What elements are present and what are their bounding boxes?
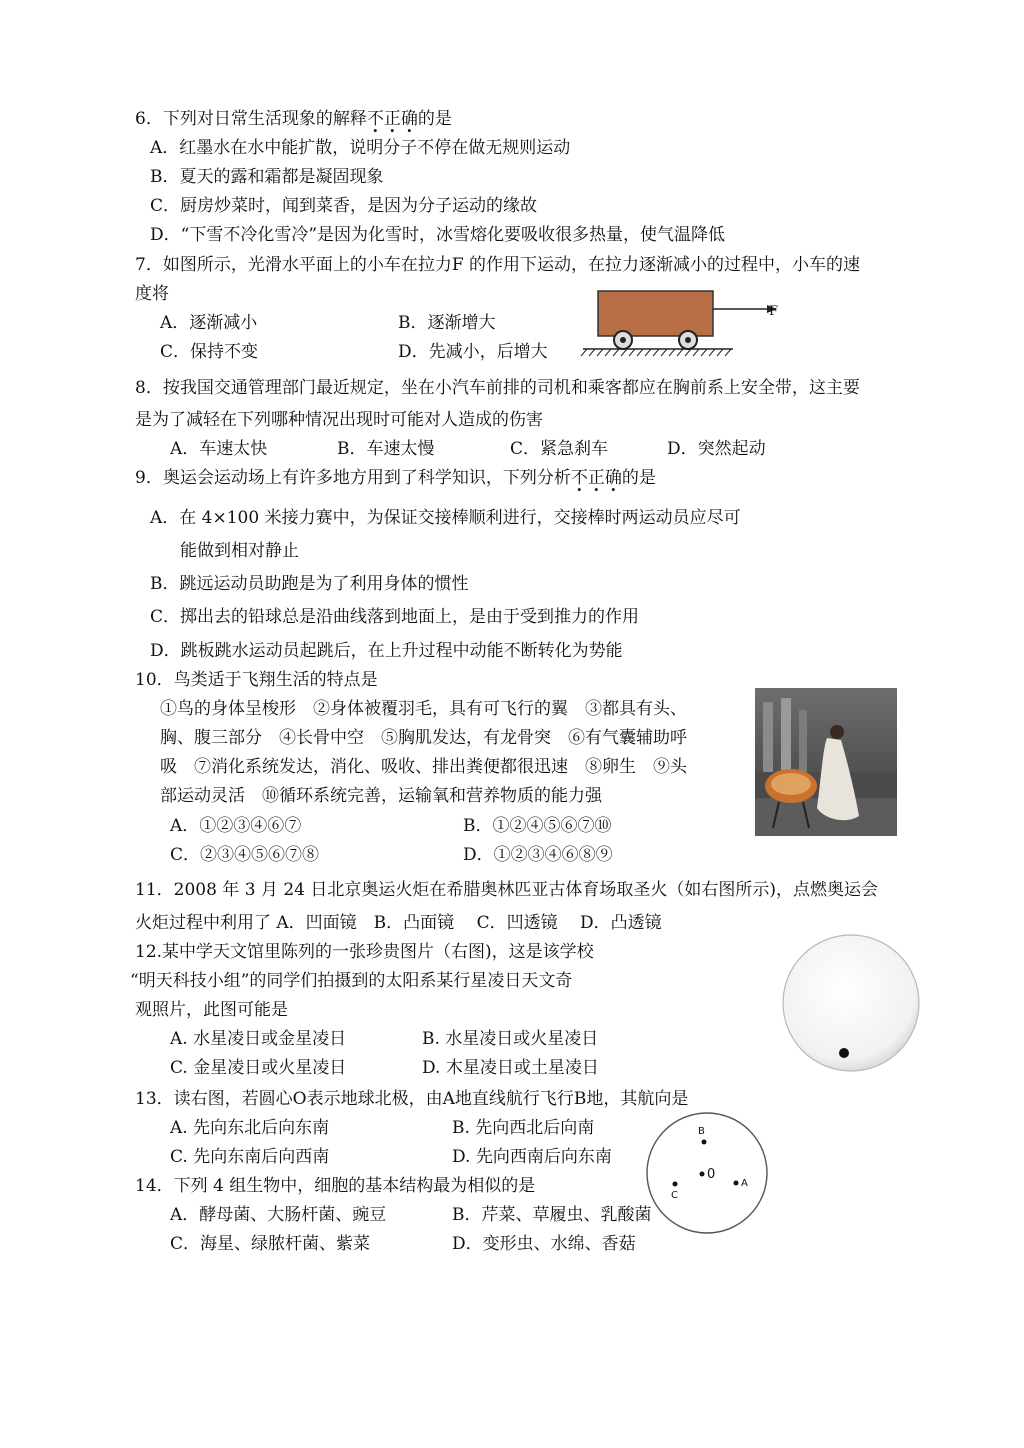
q13-option-d: D. 先向西南后向东南	[452, 1147, 612, 1167]
point-a	[734, 1181, 739, 1186]
q13-stem: 13．读右图，若圆心O表示地球北极，由A地直线航行飞行B地，其航向是	[135, 1089, 689, 1109]
q8-option-d: D．突然起动	[667, 439, 766, 459]
q8-stem-line2: 是为了减轻在下列哪种情况出现时可能对人造成的伤害	[135, 410, 543, 430]
q6-option-b: B．夏天的露和霜都是凝固现象	[150, 167, 384, 187]
q7-stem-line2: 度将	[135, 284, 169, 304]
q12-option-c: C. 金星凌日或火星凌日	[170, 1058, 347, 1078]
q14-option-b: B．芹菜、草履虫、乳酸菌	[452, 1205, 652, 1225]
q7-option-d: D．先减小，后增大	[398, 342, 548, 362]
sun-disk	[783, 935, 919, 1071]
q9-stem: 9．奥运会运动场上有许多地方用到了科学知识，下列分析不正确的是	[135, 468, 656, 488]
q9-option-c: C．掷出去的铅球总是沿曲线落到地面上，是由于受到推力的作用	[150, 607, 640, 627]
q14-option-a: A．酵母菌、大肠杆菌、豌豆	[170, 1205, 387, 1225]
q14-option-d: D．变形虫、水绵、香菇	[452, 1234, 636, 1254]
q10-option-d: D．①②③④⑥⑧⑨	[463, 845, 613, 865]
q12-stem-line1: 12.某中学天文馆里陈列的一张珍贵图片（右图)，这是该学校	[135, 942, 594, 962]
q10-features-line4: 部运动灵活 ⑩循环系统完善，运输氧和营养物质的能力强	[160, 786, 602, 806]
point-o	[700, 1172, 705, 1177]
q10-option-c: C．②③④⑤⑥⑦⑧	[170, 845, 320, 865]
svg-text:0: 0	[707, 1167, 716, 1182]
svg-text:B: B	[698, 1126, 705, 1137]
q12-option-a: A. 水星凌日或金星凌日	[170, 1029, 347, 1049]
q9-option-b: B．跳远运动员助跑是为了利用身体的惯性	[150, 574, 469, 594]
svg-text:A: A	[741, 1178, 748, 1189]
q10-features-line2: 胸、腹三部分 ④长骨中空 ⑤胸肌发达，有龙骨突 ⑥有气囊辅助呼	[160, 728, 687, 748]
q6-option-c: C．厨房炒菜时，闻到菜香，是因为分子运动的缘故	[150, 196, 538, 216]
q13-option-a: A. 先向东北后向东南	[170, 1118, 330, 1138]
q7-option-c: C．保持不变	[160, 342, 259, 362]
q7-option-a: A．逐渐减小	[160, 313, 258, 333]
point-b	[702, 1140, 707, 1145]
planet-transit-photo	[778, 934, 926, 1074]
q8-option-b: B．车速太慢	[337, 439, 435, 459]
q12-stem-line2: “明天科技小组”的同学们拍摄到的太阳系某行星凌日天文奇	[130, 971, 573, 991]
q10-features-line1: ①鸟的身体呈梭形 ②身体被覆羽毛，具有可飞行的翼 ③都具有头、	[160, 699, 687, 719]
svg-text:C: C	[671, 1190, 678, 1201]
q11-stem-line2: 火炬过程中利用了 A．凹面镜 B．凸面镜 C．凹透镜 D．凸透镜	[135, 913, 662, 933]
q6-stem: 6．下列对日常生活现象的解释不正确的是	[135, 109, 452, 129]
q13-option-c: C. 先向东南后向西南	[170, 1147, 330, 1167]
q12-option-b: B. 水星凌日或火星凌日	[422, 1029, 599, 1049]
force-label: F	[769, 304, 779, 319]
q8-stem-line1: 8．按我国交通管理部门最近规定，坐在小汽车前排的司机和乘客都应在胸前系上安全带，这主要	[135, 378, 860, 398]
q12-stem-line3: 观照片，此图可能是	[135, 1000, 288, 1020]
q10-option-b: B．①②④⑤⑥⑦⑩	[463, 816, 612, 836]
q7-stem-line1: 7．如图所示，光滑水平面上的小车在拉力F 的作用下运动，在拉力逐渐减小的过程中，小车的速	[135, 255, 861, 275]
q6-option-d: D．“下雪不冷化雪冷”是因为化雪时，冰雪熔化要吸收很多热量，使气温降低	[150, 225, 726, 245]
q9-option-a-line2: 能做到相对静止	[180, 541, 299, 561]
q6-option-a: A．红墨水在水中能扩散，说明分子不停在做无规则运动	[150, 138, 571, 158]
transiting-planet	[839, 1048, 849, 1058]
q10-features-line3: 吸 ⑦消化系统发达，消化、吸收、排出粪便都很迅速 ⑧卵生 ⑨头	[160, 757, 687, 777]
cart-figure	[575, 283, 790, 358]
q9-option-d: D．跳板跳水运动员起跳后，在上升过程中动能不断转化为势能	[150, 641, 623, 661]
q14-stem: 14．下列 4 组生物中，细胞的基本结构最为相似的是	[135, 1176, 536, 1196]
torch-lighting-photo	[755, 688, 897, 836]
q10-option-a: A．①②③④⑥⑦	[170, 816, 302, 836]
q8-option-a: A．车速太快	[170, 439, 268, 459]
cart-body	[598, 291, 713, 336]
polar-circle-diagram	[640, 1112, 775, 1234]
q11-stem-line1: 11．2008 年 3 月 24 日北京奥运火炬在希腊奥林匹亚古体育场取圣火（如右图所示)，点燃奥运会	[135, 880, 878, 900]
q14-option-c: C．海星、绿脓杆菌、紫菜	[170, 1234, 371, 1254]
point-c	[673, 1182, 678, 1187]
q10-stem: 10．鸟类适于飞翔生活的特点是	[135, 670, 378, 690]
q9-option-a-line1: A．在 4×100 米接力赛中，为保证交接棒顺利进行，交接棒时两运动员应尽可	[150, 508, 741, 528]
q13-option-b: B. 先向西北后向南	[452, 1118, 595, 1138]
q12-option-d: D. 木星凌日或土星凌日	[422, 1058, 599, 1078]
q7-option-b: B．逐渐增大	[398, 313, 496, 333]
q8-option-c: C．紧急刹车	[510, 439, 609, 459]
